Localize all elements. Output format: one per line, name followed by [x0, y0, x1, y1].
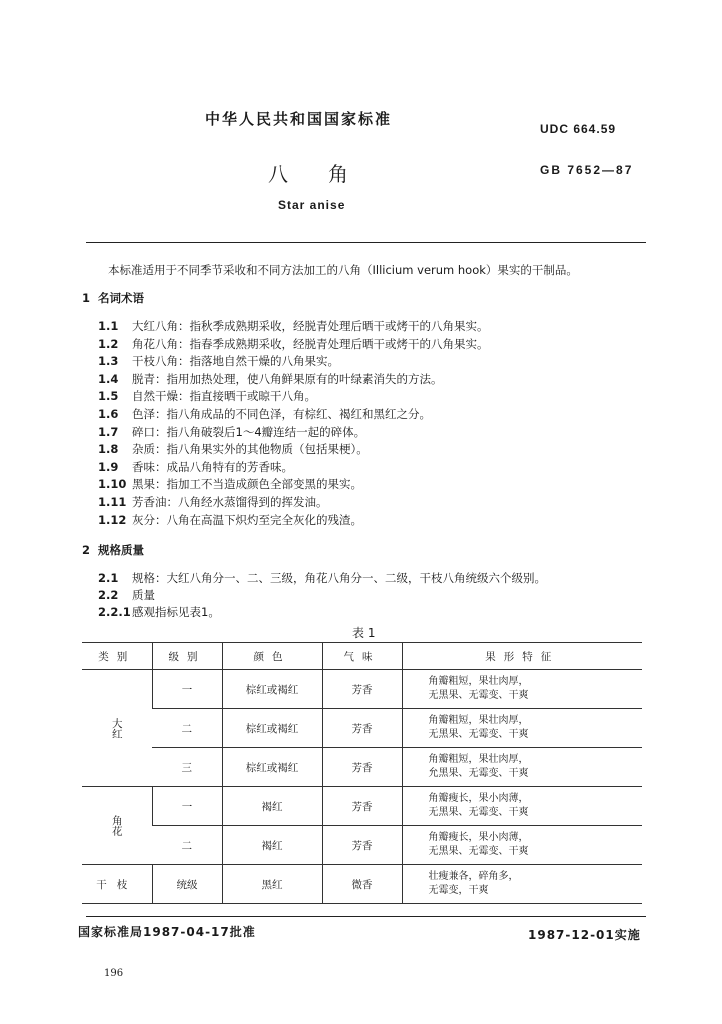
section-1-heading — [82, 290, 144, 306]
shape-line: 无黑果、无霉变、干爽 — [428, 690, 529, 701]
cell-color: 黑红 — [222, 865, 322, 904]
page-number: 196 — [104, 968, 124, 979]
cell-color: 褐红 — [222, 826, 322, 865]
cell-shape — [402, 787, 642, 826]
item-text: 碎口：指八角破裂后1～4瓣连结一起的碎体。 — [132, 424, 366, 439]
cell-grade: 二 — [152, 709, 222, 748]
shape-line: 无黑果、无霉变、干爽 — [428, 729, 529, 740]
cell-color: 棕红或褐红 — [222, 670, 322, 709]
shape-line: 无黑果、无霉变、干爽 — [428, 807, 529, 818]
intro-paragraph: 本标准适用于不同季节采收和不同方法加工的八角（Illicium verum hook）果实的干制品。 — [108, 263, 578, 277]
cell-shape — [402, 826, 642, 865]
approval-date: 国家标准局1987-04-17批准 — [78, 925, 256, 939]
cell-color: 棕红或褐红 — [222, 748, 322, 787]
table-row — [82, 787, 642, 826]
item-number: 1.3 — [98, 354, 119, 369]
item-number: 1.7 — [98, 424, 119, 439]
term-item — [98, 604, 220, 620]
term-item — [98, 406, 431, 422]
cell-category: 干枝 — [82, 865, 152, 904]
footer-divider — [86, 916, 646, 917]
term-item — [98, 424, 365, 440]
header-grade: 级别 — [152, 643, 222, 670]
cell-smell: 芳香 — [322, 670, 402, 709]
cell-shape — [402, 709, 642, 748]
table-row — [82, 670, 642, 709]
item-text: 感观指标见表1。 — [132, 605, 220, 619]
cell-smell: 微香 — [322, 865, 402, 904]
shape-line: 角瓣粗短，果壮肉厚， — [428, 754, 529, 765]
header-divider — [86, 242, 646, 243]
cell-smell: 芳香 — [322, 709, 402, 748]
shape-line: 角瓣粗短，果壮肉厚， — [428, 676, 529, 687]
gb-number: GB 7652—87 — [540, 163, 634, 177]
item-number: 1.8 — [98, 442, 119, 457]
shape-line: 无黑果、无霉变、干爽 — [428, 846, 529, 857]
item-text: 质量 — [132, 588, 155, 602]
item-number: 1.10 — [98, 477, 127, 492]
cell-smell: 芳香 — [322, 826, 402, 865]
shape-line: 允黑果、无霉变、干爽 — [428, 768, 529, 779]
term-item — [98, 512, 362, 528]
shape-line: 角瓣粗短，果壮肉厚， — [428, 715, 529, 726]
shape-line: 角瓣瘦长，果小肉薄， — [428, 832, 529, 843]
term-item — [98, 587, 155, 603]
item-number: 1.11 — [98, 495, 127, 509]
cell-color: 棕红或褐红 — [222, 709, 322, 748]
cell-smell: 芳香 — [322, 787, 402, 826]
header-smell: 气味 — [322, 643, 402, 670]
item-number: 1.9 — [98, 459, 119, 474]
item-text: 脱青：指用加热处理，使八角鲜果原有的叶绿素消失的方法。 — [132, 371, 443, 386]
cell-shape — [402, 670, 642, 709]
table-caption: 表 1 — [352, 626, 376, 640]
table-row — [82, 709, 642, 748]
item-text: 自然干燥：指直接晒干或晾干八角。 — [132, 389, 316, 404]
section-title: 规格质量 — [98, 543, 145, 557]
item-number: 1.12 — [98, 512, 127, 527]
shape-line: 无霉变，干爽 — [428, 885, 489, 896]
cell-smell: 芳香 — [322, 748, 402, 787]
term-item — [98, 318, 489, 334]
item-text: 角花八角：指春季成熟期采收，经脱青处理后晒干或烤干的八角果实。 — [132, 336, 489, 351]
table-row — [82, 748, 642, 787]
term-item — [98, 336, 489, 352]
shape-line: 角瓣瘦长，果小肉薄， — [428, 793, 529, 804]
term-item — [98, 371, 443, 387]
item-number: 2.1 — [98, 571, 119, 585]
cell-color: 褐红 — [222, 787, 322, 826]
item-text: 规格：大红八角分一、二、三级，角花八角分一、二级，干枝八角统级六个级别。 — [132, 571, 546, 585]
item-number: 1.2 — [98, 336, 119, 351]
item-text: 芳香油：八角经水蒸馏得到的挥发油。 — [132, 495, 328, 509]
item-text: 杂质：指八角果实外的其他物质（包括果梗）。 — [132, 442, 368, 457]
cell-grade: 二 — [152, 826, 222, 865]
item-text: 色泽：指八角成品的不同色泽，有棕红、褐红和黑红之分。 — [132, 407, 431, 421]
header-category: 类别 — [82, 643, 152, 670]
cell-grade: 一 — [152, 787, 222, 826]
item-text: 大红八角：指秋季成熟期采收，经脱青处理后晒干或烤干的八角果实。 — [132, 319, 489, 333]
item-text: 灰分：八角在高温下炽灼至完全灰化的残渣。 — [132, 512, 362, 527]
item-text: 干枝八角：指落地自然干燥的八角果实。 — [132, 354, 339, 369]
item-number: 2.2.1 — [98, 605, 131, 619]
item-text: 黑果：指加工不当造成颜色全部变黑的果实。 — [132, 477, 362, 492]
section-number: 2 — [82, 543, 91, 557]
term-item — [98, 353, 339, 369]
term-item — [98, 441, 368, 457]
section-number: 1 — [82, 291, 91, 305]
effective-date: 1987-12-01实施 — [528, 928, 641, 942]
document-title-cn: 八角 — [268, 162, 388, 186]
table-row — [82, 826, 642, 865]
table-header-row — [82, 643, 642, 670]
item-number: 1.4 — [98, 371, 119, 386]
udc-number: UDC 664.59 — [540, 122, 617, 136]
header-shape: 果形特征 — [402, 643, 642, 670]
cell-shape — [402, 865, 642, 904]
term-item — [98, 494, 328, 510]
cell-grade: 三 — [152, 748, 222, 787]
item-number: 1.5 — [98, 389, 119, 404]
cell-category: 大红 — [82, 670, 152, 787]
header-color: 颜色 — [222, 643, 322, 670]
shape-line: 壮瘦兼各，碎角多， — [428, 871, 519, 882]
cell-shape — [402, 748, 642, 787]
term-item — [98, 570, 546, 586]
sensory-table — [82, 642, 642, 904]
section-title: 名词术语 — [98, 291, 145, 305]
term-item — [98, 388, 316, 404]
table-row — [82, 865, 642, 904]
term-item — [98, 459, 293, 475]
item-text: 香味：成品八角特有的芳香味。 — [132, 459, 293, 474]
national-standard-title: 中华人民共和国国家标准 — [205, 110, 393, 128]
cell-grade: 统级 — [152, 865, 222, 904]
section-2-heading — [82, 542, 144, 558]
item-number: 2.2 — [98, 588, 119, 602]
item-number: 1.1 — [98, 319, 119, 333]
item-number: 1.6 — [98, 407, 119, 421]
cell-grade: 一 — [152, 670, 222, 709]
cell-category: 角花 — [82, 787, 152, 865]
document-title-en: Star anise — [278, 198, 346, 212]
term-item — [98, 476, 362, 492]
